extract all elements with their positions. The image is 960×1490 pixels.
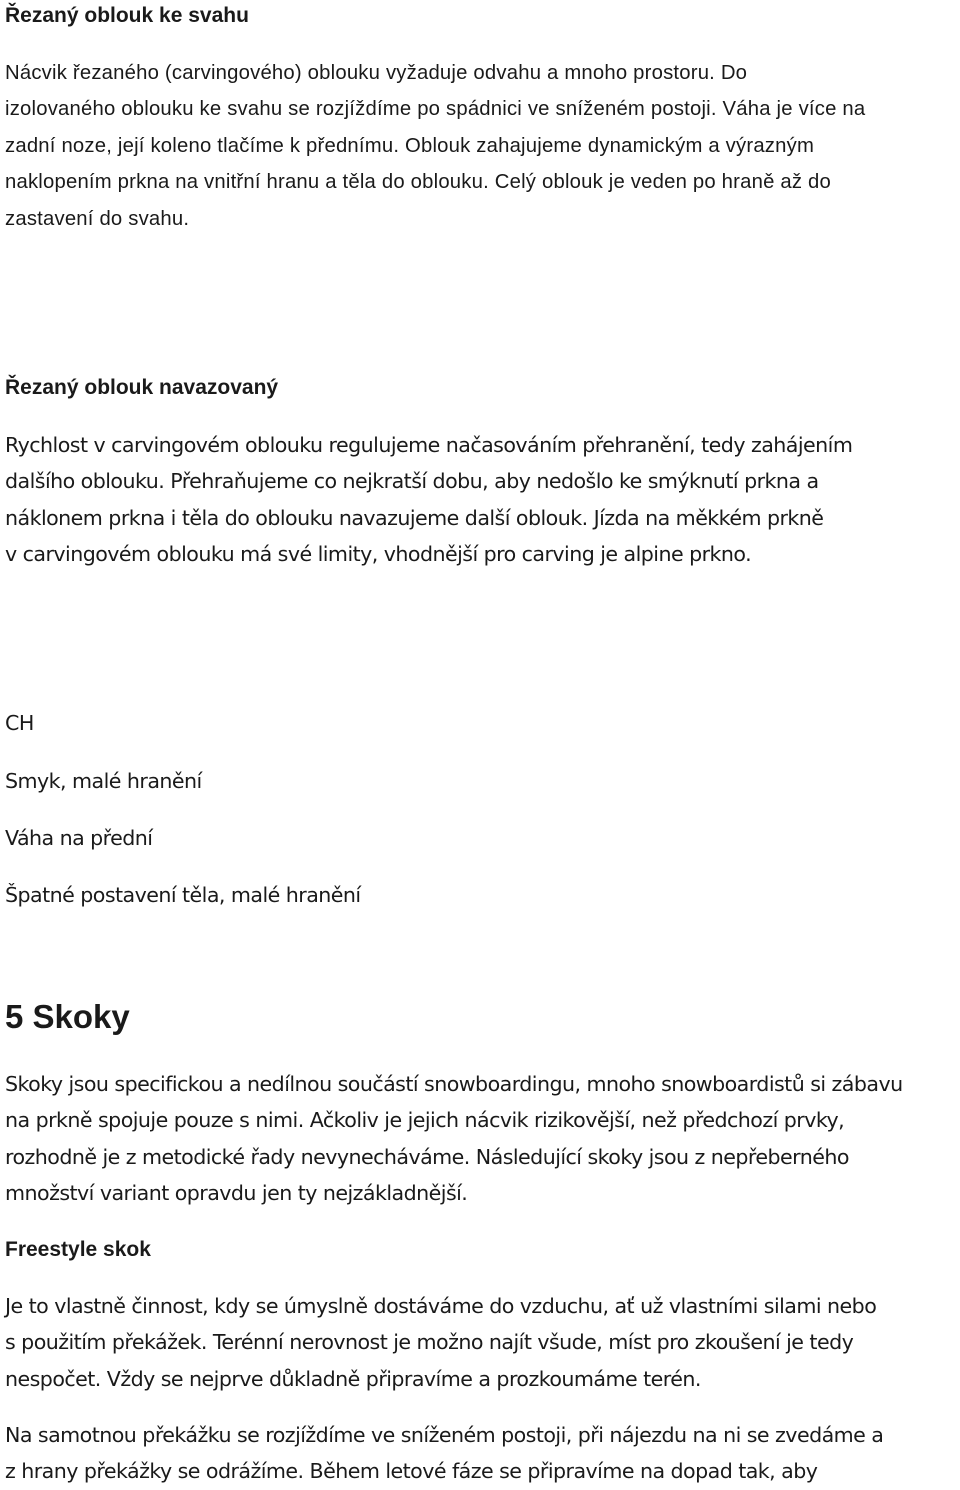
text-line: zastavení do svahu. [5,207,190,230]
paragraph-linked-carved-turn [5,427,852,573]
error-item: Váha na přední [5,826,153,850]
text-line: rozhodně je z metodické řady nevynecháváme. Následující skoky jsou z nepřeberného [5,1144,849,1169]
text-line: zadní noze, její koleno tlačíme k přednímu. Oblouk zahajujeme dynamickým a výrazným [5,134,815,157]
errors-label: CH [5,711,34,735]
text-line: dalšího oblouku. Přehraňujeme co nejkratší dobu, aby nedošlo ke smýknutí prkna a [5,469,819,494]
chapter-heading: 5 Skoky [5,998,130,1035]
text-line: Nácvik řezaného (carvingového) oblouku vyžaduje odvahu a mnoho prostoru. Do [5,62,748,84]
text-line: množství variant opravdu jen ty nejzákladnější. [5,1181,468,1206]
text-line: s použitím překážek. Terénní nerovnost je možno najít všude, míst pro zkoušení je tedy [5,1330,854,1355]
paragraph-jumps-intro [5,1066,903,1212]
text-line: Skoky jsou specifickou a nedílnou součástí snowboardingu, mnoho snowboardistů si zábavu [5,1072,903,1096]
text-line: izolovaného oblouku ke svahu se rozjíždíme po spádnici ve sníženém postoji. Váha je více na [5,98,866,121]
paragraph-freestyle-1 [5,1288,876,1397]
text-line: na prkně spojuje pouze s nimi. Ačkoliv je jejich nácvik rizikovější, než předchozí prvky, [5,1108,845,1133]
error-item: Špatné postavení těla, malé hranění [5,883,361,907]
paragraph-freestyle-2 [5,1417,883,1490]
error-item: Smyk, malé hranění [5,769,202,793]
section-heading-freestyle-jump: Freestyle skok [5,1238,151,1261]
paragraph-carved-turn-uphill [5,55,865,237]
text-line: naklopením prkna na vnitřní hranu a těla do oblouku. Celý oblouk je veden po hraně až do [5,171,832,194]
text-line: z hrany překážky se odrážíme. Během letové fáze se připravíme na dopad tak, aby [5,1459,818,1484]
text-line: Rychlost v carvingovém oblouku regulujeme načasováním přehranění, tedy zahájením [5,433,853,457]
section-heading-carved-turn-uphill: Řezaný oblouk ke svahu [5,4,249,27]
text-line: Je to vlastně činnost, kdy se úmyslně dostáváme do vzduchu, ať už vlastními silami nebo [5,1294,877,1318]
text-line: Na samotnou překážku se rozjíždíme ve sníženém postoji, při nájezdu na ni se zvedáme a [5,1423,884,1447]
text-line: v carvingovém oblouku má své limity, vhodnější pro carving je alpine prkno. [5,542,752,567]
text-line: nespočet. Vždy se nejprve důkladně připravíme a prozkoumáme terén. [5,1366,701,1391]
text-line: náklonem prkna i těla do oblouku navazujeme další oblouk. Jízda na měkkém prkně [5,505,824,530]
section-heading-linked-carved-turn: Řezaný oblouk navazovaný [5,376,279,399]
